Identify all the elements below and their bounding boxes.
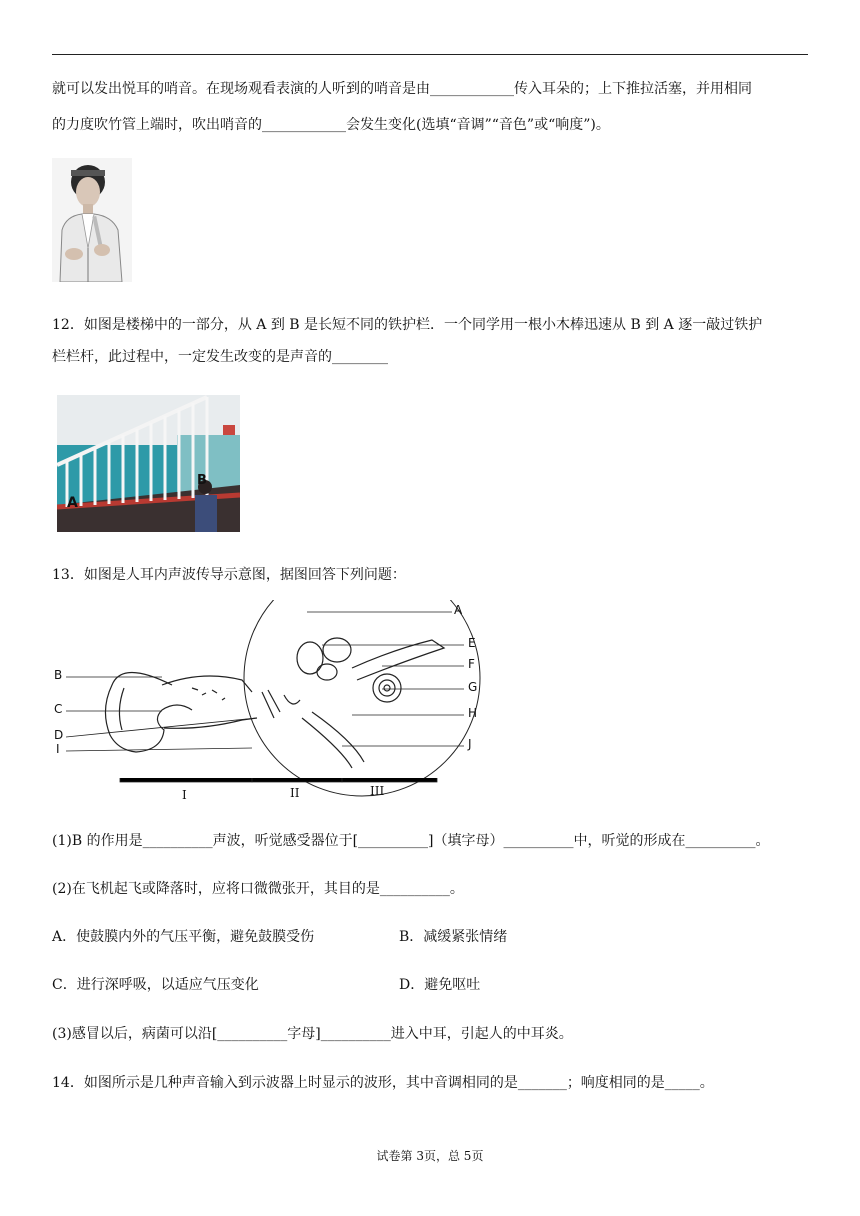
q13-stem: 13．如图是人耳内声波传导示意图，据图回答下列问题： [52,567,406,583]
ear-label-f: F [468,657,475,671]
q12-line2: 栏栏杆，此过程中，一定发生改变的是声音的________ [52,349,388,365]
ear-diagram [52,600,492,810]
section-label-1: I [182,788,187,802]
section-label-3: III [370,784,385,798]
q13-option-d: D．避免呕吐 [399,977,481,993]
q11-line2: 的力度吹竹管上端时，吹出哨音的____________会发生变化(选填“音调”“音色”或“响度”)。 [52,117,610,133]
stair-railing-photo [57,395,240,532]
ear-label-d: D [54,728,64,742]
ear-label-g: G [468,680,478,694]
section-label-2: II [290,786,300,800]
q13-option-c: C．进行深呼吸，以适应气压变化 [52,977,259,993]
q13-option-a: A．使鼓膜内外的气压平衡，避免鼓膜受伤 [52,929,315,945]
ear-label-e: E [468,636,476,650]
q11-line1: 就可以发出悦耳的哨音。在现场观看表演的人听到的哨音是由____________传入耳朵的；上下推拉活塞，并用相同 [52,81,752,97]
ear-label-j: J [468,737,472,751]
label-a: A [67,495,78,511]
q13-option-b: B．减缓紧张情绪 [399,929,508,945]
q13-sub1: (1)B 的作用是__________声波，听觉感受器位于[__________]（填字母）__________中，听觉的形成在__________。 [52,833,770,849]
ear-label-c: C [54,702,63,716]
ear-label-b: B [54,668,63,682]
ear-label-a: A [454,603,463,617]
q12-line1: 12．如图是楼梯中的一部分，从 A 到 B 是长短不同的铁护栏．一个同学用一根小木棒迅速从 B 到 A 逐一敲过铁护 [52,317,763,333]
q14-stem: 14．如图所示是几种声音输入到示波器上时显示的波形，其中音调相同的是_______；响度相同的是_____。 [52,1075,714,1091]
header-rule [52,54,808,55]
label-b: B [197,473,207,488]
page-footer: 试卷第 3页，总 5页 [376,1149,484,1163]
girl-whistle-photo [52,158,132,282]
q13-sub2: (2)在飞机起飞或降落时，应将口微微张开，其目的是__________。 [52,881,464,897]
ear-label-i: I [56,742,60,756]
q13-sub3: (3)感冒以后，病菌可以沿[__________字母]__________进入中耳，引起人的中耳炎。 [52,1026,573,1042]
ear-label-h: H [468,706,478,720]
